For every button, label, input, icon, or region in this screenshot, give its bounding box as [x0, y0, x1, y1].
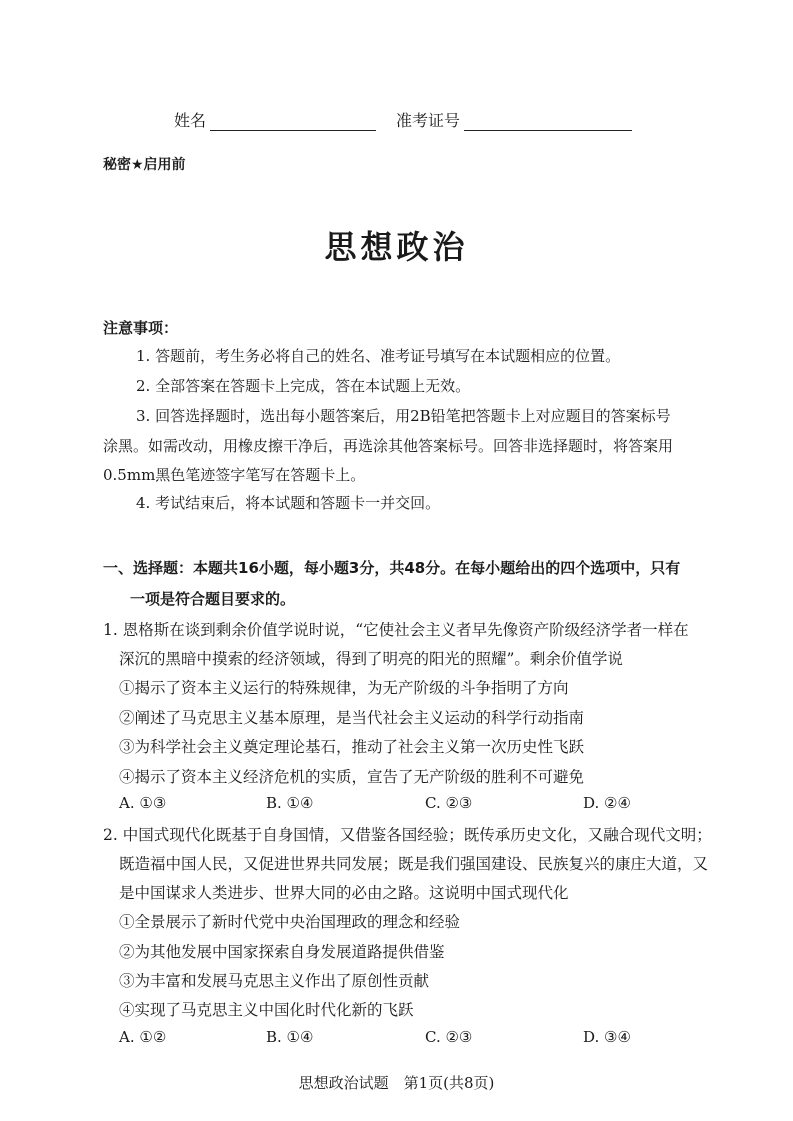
notice-item-continued: 0.5mm黑色笔迹签字笔写在答题卡上。: [103, 466, 366, 484]
answer-choice-c: C. ②③: [425, 794, 473, 812]
statement-option: ①揭示了资本主义运行的特殊规律，为无产阶级的斗争指明了方向: [119, 679, 569, 697]
page-footer: 思想政治试题 第1页(共8页): [298, 1074, 495, 1092]
answer-choice-d: D. ③④: [583, 1028, 631, 1046]
notice-heading: 注意事项：: [103, 319, 179, 337]
candidate-info-row: [174, 108, 632, 131]
section-heading: 一、选择题：本题共16小题，每小题3分，共48分。在每小题给出的四个选项中，只有: [103, 559, 681, 577]
exam-id-blank-line: [464, 112, 632, 131]
answer-choice-a: A. ①②: [119, 1028, 167, 1046]
statement-option: ④揭示了资本主义经济危机的实质，宣告了无产阶级的胜利不可避免: [119, 768, 585, 786]
question-stem: 是中国谋求人类进步、世界大同的必由之路。这说明中国式现代化: [119, 884, 569, 902]
answer-choice-d: D. ②④: [583, 794, 631, 812]
page-title: 思想政治: [324, 228, 469, 266]
answer-choice-b: B. ①④: [266, 794, 314, 812]
notice-item: 2. 全部答案在答题卡上完成，答在本试题上无效。: [136, 377, 471, 395]
answer-choice-a: A. ①③: [119, 794, 167, 812]
statement-option: ④实现了马克思主义中国化时代化新的飞跃: [119, 1001, 414, 1019]
name-blank-line: [210, 112, 376, 131]
exam-id-label: 准考证号: [396, 111, 461, 130]
statement-option: ③为科学社会主义奠定理论基石，推动了社会主义第一次历史性飞跃: [119, 738, 585, 756]
notice-item: 4. 考试结束后，将本试题和答题卡一并交回。: [136, 494, 441, 512]
notice-item: 3. 回答选择题时，选出每小题答案后，用2B铅笔把答题卡上对应题目的答案标号: [136, 407, 671, 425]
notice-item: 1. 答题前，考生务必将自己的姓名、准考证号填写在本试题相应的位置。: [136, 347, 621, 365]
statement-option: ②为其他发展中国家探索自身发展道路提供借鉴: [119, 943, 445, 961]
question-stem: 深沉的黑暗中摸索的经济领域，得到了明亮的阳光的照耀”。剩余价值学说: [119, 650, 623, 668]
statement-option: ①全景展示了新时代党中央治国理政的理念和经验: [119, 913, 461, 931]
confidential-label: 秘密★启用前: [103, 157, 186, 173]
answer-choice-c: C. ②③: [425, 1028, 473, 1046]
statement-option: ②阐述了马克思主义基本原理，是当代社会主义运动的科学行动指南: [119, 709, 585, 727]
answer-choice-b: B. ①④: [266, 1028, 314, 1046]
question-stem: 2. 中国式现代化既基于自身国情，又借鉴各国经验；既传承历史文化，又融合现代文明；: [103, 826, 712, 844]
section-heading-continued: 一项是符合题目要求的。: [130, 590, 296, 608]
notice-item-continued: 涂黑。如需改动，用橡皮擦干净后，再选涂其他答案标号。回答非选择题时，将答案用: [103, 437, 674, 455]
question-stem: 1. 恩格斯在谈到剩余价值学说时说，“它使社会主义者早先像资产阶级经济学者一样在: [103, 621, 689, 639]
statement-option: ③为丰富和发展马克思主义作出了原创性贡献: [119, 972, 430, 990]
question-stem: 既造福中国人民，又促进世界共同发展；既是我们强国建设、民族复兴的康庄大道，又: [119, 855, 709, 873]
name-label: 姓名: [174, 111, 207, 130]
